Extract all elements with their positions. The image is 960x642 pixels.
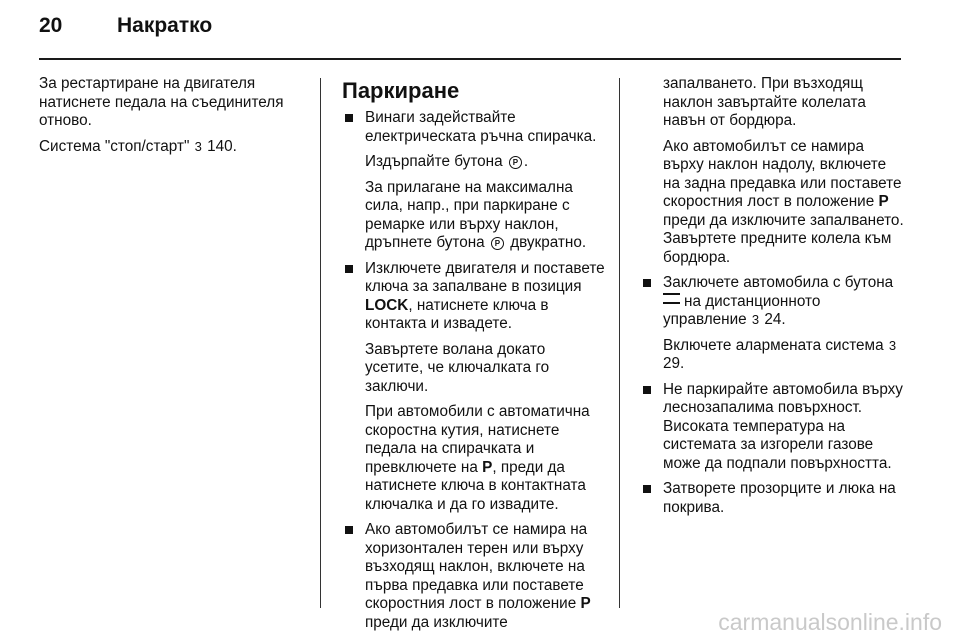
bullet-icon bbox=[643, 485, 651, 493]
bullet-icon bbox=[345, 265, 353, 273]
watermark: carmanualsonline.info bbox=[718, 609, 942, 635]
list-item: Ако автомобилът се намира на хоризонтален терен или върху възходящ наклон, включете на първа предавка или поставете скоростния лост в положение P преди да изключите bbox=[342, 521, 606, 632]
paragraph: За рестартиране на двигателя натиснете педала на съединителя отново. bbox=[39, 75, 284, 129]
column-1 bbox=[39, 75, 309, 163]
bullet-icon bbox=[345, 526, 353, 534]
list-item: Затворете прозорците и люка на покрива. bbox=[640, 480, 905, 517]
list-item: Изключете двигателя и поставете ключа за запалване в позиция LOCK, натиснете ключа в контакта и извадете. Завъртете волана докато усетите, че ключалката го заключи. При автомобили с автоматична скоростна кутия, натиснете педала на спирачката и превключете на P, преди да натиснете ключа в контактната ключалка и да го извадите. bbox=[342, 260, 606, 515]
column-2 bbox=[342, 78, 606, 639]
parking-brake-icon: P bbox=[491, 237, 504, 250]
section-heading: Паркиране bbox=[342, 78, 460, 103]
bullet-icon bbox=[643, 279, 651, 287]
remote-lock-icon bbox=[663, 293, 680, 304]
section-title: Накратко bbox=[117, 14, 213, 37]
page-ref-arrow-icon: 3 bbox=[751, 312, 760, 327]
paragraph: Система "стоп/старт" 3 140. bbox=[39, 137, 237, 155]
header-rule bbox=[39, 58, 901, 60]
list-item: Не паркирайте автомобила върху леснозапалима повърхност. Високата температура на системата за изгорели газове може да подпали повърхността. bbox=[640, 381, 905, 474]
page-ref-arrow-icon: 3 bbox=[194, 138, 202, 154]
list-item: Винаги задействайте електрическата ръчна спирачка. Издърпайте бутона P . За прилагане на максимална сила, напр., при паркиране с ремарке или върху наклон, дръпнете бутона P двукратно. bbox=[342, 109, 606, 253]
page-number: 20 bbox=[39, 14, 63, 37]
parking-brake-icon: P bbox=[509, 156, 522, 169]
page-ref-arrow-icon: 3 bbox=[888, 337, 897, 353]
bullet-icon bbox=[345, 114, 353, 122]
column-divider bbox=[320, 78, 321, 608]
continued-text: запалването. При възходящ наклон завъртайте колелата навън от бордюра. Ако автомобилът се намира върху наклон надолу, включете на задна предавка или поставете скоростния лост в положение P преди да изключите запалването. Завъртете предните колела към бордюра. bbox=[663, 75, 904, 266]
list-item: Заключете автомобила с бутона на дистанционното управление 3 24. Включете алармената система 3 29. bbox=[640, 274, 905, 374]
column-divider bbox=[619, 78, 620, 608]
column-3 bbox=[640, 75, 905, 524]
bullet-icon bbox=[643, 386, 651, 394]
